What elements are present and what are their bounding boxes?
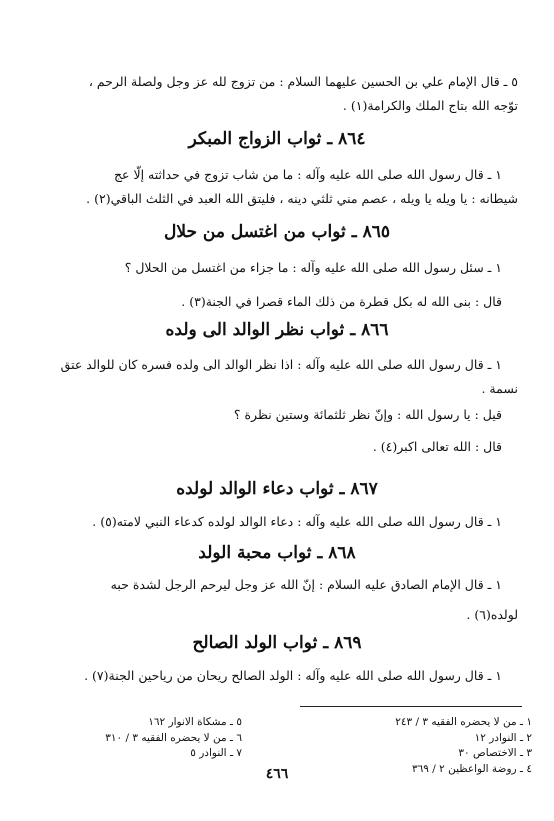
footnote: ٦ ـ من لا يحضره الفقيه ٣ / ٣١٠ [105, 731, 242, 744]
footnote: ٤ ـ روضة الواعظين ٢ / ٣٦٩ [411, 762, 532, 775]
text-line: قيل : يا رسول الله : وإنّ نظر ثلثمائة وستين نظرة ؟ [233, 407, 502, 422]
text-line: توّجه الله بتاج الملك والكرامة(١) . [342, 98, 518, 113]
paragraph [34, 664, 518, 688]
section-heading: ٨٦٩ ـ ثواب الولد الصالح [192, 633, 362, 653]
section-heading: ٨٦٦ ـ ثواب نظر الوالد الى ولده [165, 320, 389, 340]
footnote: ٣ ـ الاختصاص ٣٠ [458, 747, 532, 759]
footnote-divider [300, 706, 522, 707]
footnotes-left [105, 715, 242, 762]
text-line: لولده(٦) . [466, 607, 518, 622]
footnote: ١ ـ من لا يحضره الفقيه ٣ / ٢٤٣ [395, 716, 532, 728]
text-line: شيطانه : يا ويله يا ويله ، عصم مني ثلثي دينه ، فليتق الله العبد في الثلث الباقي(٢) . [86, 191, 518, 206]
section-heading: ٨٦٧ ـ ثواب دعاء الوالد لولده [176, 479, 378, 499]
section-heading: ٨٦٥ ـ ثواب من اغتسل من حلال [163, 222, 391, 242]
section-heading: ٨٦٤ ـ ثواب الزواج المبكر [188, 129, 366, 149]
page-number: ٤٦٦ [265, 766, 289, 782]
paragraph [34, 510, 518, 534]
text-line: ١ ـ قال الإمام الصادق عليه السلام : إنّ الله عز وجل ليرحم الرجل لشدة حبه [110, 577, 502, 592]
text-line: ١ ـ سئل رسول الله صلى الله عليه وآله : ما جزاء من اغتسل من الحلال ؟ [124, 260, 502, 275]
footnote: ٥ ـ مشكاة الانوار ١٦٢ [148, 716, 242, 728]
text-line: قال : الله تعالى اكبر(٤) . [372, 439, 502, 454]
paragraph [34, 163, 518, 211]
text-line: نسمة . [481, 381, 518, 396]
paragraph [34, 256, 518, 314]
text-line: قال : بنى الله له بكل قطرة من ذلك الماء قصرا في الجنة(٣) . [181, 294, 502, 309]
text-line: ١ ـ قال رسول الله صلى الله عليه وآله : الولد الصالح ريحان من رياحين الجنة(٧) . [84, 668, 502, 683]
paragraph [34, 70, 518, 118]
footnote: ٢ ـ النوادر ١٢ [474, 731, 532, 744]
paragraph [34, 353, 518, 459]
text-line: ١ ـ قال رسول الله صلى الله عليه وآله : اذا نظر الوالد الى ولده فسره كان للوالد عتق [60, 357, 502, 372]
footnote: ٧ ـ النوادر ٥ [190, 747, 242, 759]
paragraph [34, 573, 518, 627]
section-heading: ٨٦٨ ـ ثواب محبة الولد [198, 543, 356, 563]
text-line: ٥ ـ قال الإمام علي بن الحسين عليهما السلام : من تزوج لله عز وجل ولصلة الرحم ، [88, 74, 518, 89]
text-line: ١ ـ قال رسول الله صلى الله عليه وآله : ما من شاب تزوج في حداثته إلّا عج [113, 167, 502, 182]
text-line: ١ ـ قال رسول الله صلى الله عليه وآله : دعاء الوالد لولده كدعاء النبي لامته(٥) . [92, 514, 502, 529]
